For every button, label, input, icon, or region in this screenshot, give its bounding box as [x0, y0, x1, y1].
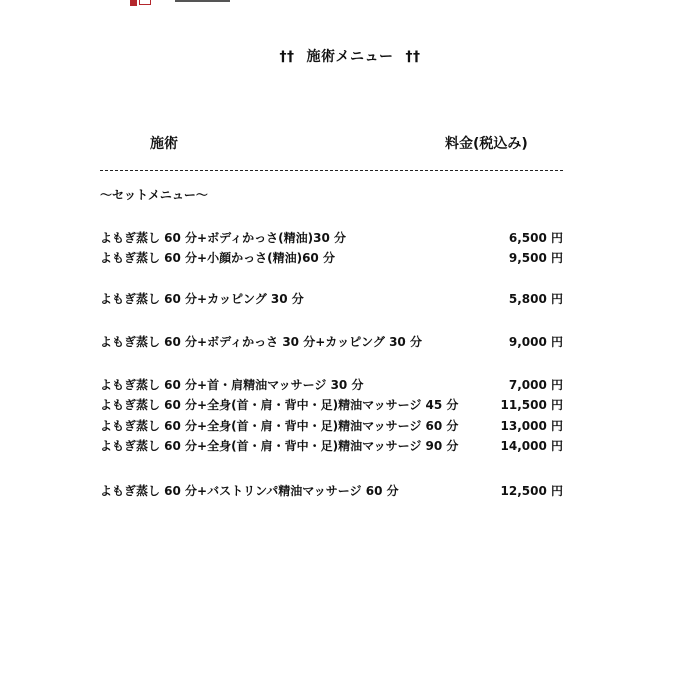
page-title	[0, 46, 700, 66]
logo-fragment	[130, 0, 160, 6]
menu-item-price: 7,000 円	[508, 378, 563, 392]
menu-item-price: 12,500 円	[500, 484, 563, 498]
menu-row	[100, 438, 563, 454]
menu-item-name: よもぎ蒸し 60 分+全身(首・肩・背中・足)精油マッサージ 45 分	[100, 398, 459, 412]
menu-item-name: よもぎ蒸し 60 分+ボディかっさ 30 分+カッピング 30 分	[100, 335, 422, 349]
menu-item-name: よもぎ蒸し 60 分+バストリンパ精油マッサージ 60 分	[100, 484, 399, 498]
logo-text-fragment	[175, 0, 230, 2]
menu-row	[100, 334, 563, 350]
menu-item-price: 6,500 円	[508, 231, 563, 245]
ornament-right: ††	[405, 49, 421, 65]
menu-item-price: 14,000 円	[500, 439, 563, 453]
menu-item-name: よもぎ蒸し 60 分+全身(首・肩・背中・足)精油マッサージ 90 分	[100, 439, 459, 453]
menu-item-name: よもぎ蒸し 60 分+小顔かっさ(精油)60 分	[100, 251, 335, 265]
menu-item-name: よもぎ蒸し 60 分+全身(首・肩・背中・足)精油マッサージ 60 分	[100, 419, 459, 433]
section-label-set-menu: 〜セットメニュー〜	[100, 188, 208, 202]
column-header-service: 施術	[150, 136, 178, 152]
logo-mark-outline	[139, 0, 151, 5]
ornament-left: ††	[279, 49, 295, 65]
menu-row	[100, 377, 563, 393]
page-title-text: 施術メニュー	[306, 49, 394, 65]
menu-row	[100, 250, 563, 266]
menu-item-price: 9,000 円	[508, 335, 563, 349]
menu-item-price: 9,500 円	[508, 251, 563, 265]
menu-row	[100, 483, 563, 499]
menu-item-name: よもぎ蒸し 60 分+首・肩精油マッサージ 30 分	[100, 378, 364, 392]
menu-item-name: よもぎ蒸し 60 分+カッピング 30 分	[100, 292, 304, 306]
column-header-price: 料金(税込み)	[445, 136, 528, 152]
menu-item-price: 5,800 円	[508, 292, 563, 306]
dashed-divider	[100, 170, 563, 171]
menu-row	[100, 291, 563, 307]
menu-item-name: よもぎ蒸し 60 分+ボディかっさ(精油)30 分	[100, 231, 346, 245]
logo-mark-red	[130, 0, 137, 6]
menu-row	[100, 397, 563, 413]
menu-item-price: 11,500 円	[500, 398, 563, 412]
menu-item-price: 13,000 円	[500, 419, 563, 433]
menu-row	[100, 230, 563, 246]
menu-row	[100, 418, 563, 434]
